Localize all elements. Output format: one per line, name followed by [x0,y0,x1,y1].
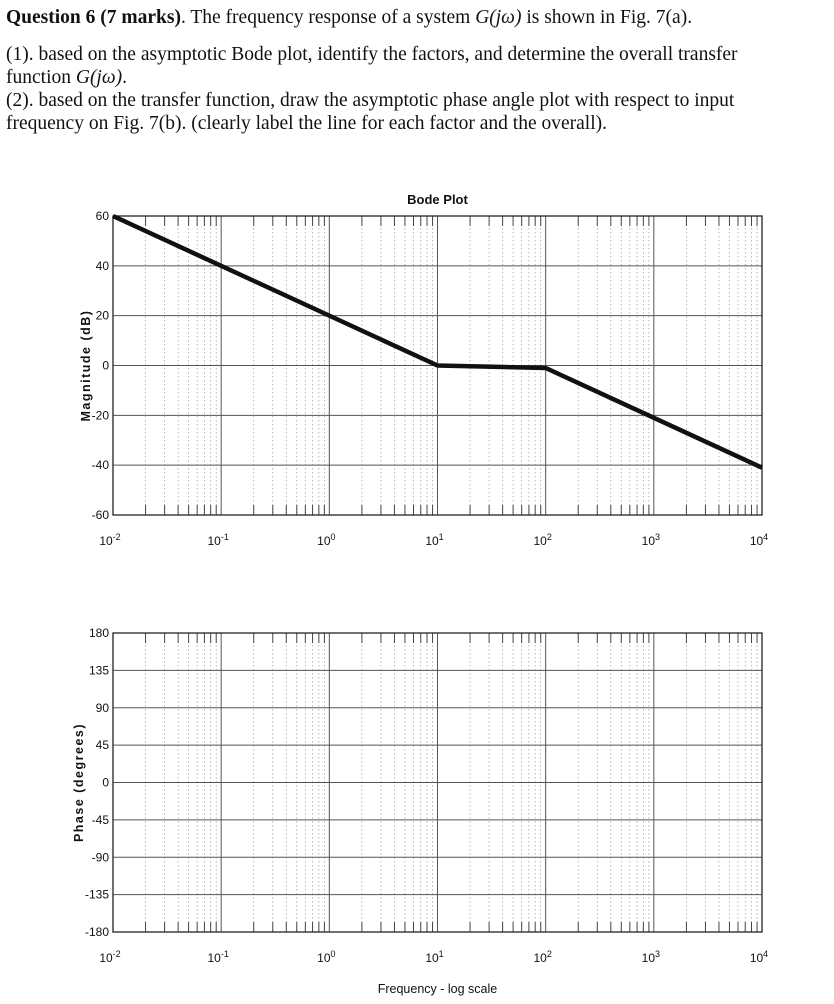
y-tick-label: -20 [91,408,109,423]
y-tick-label: 20 [95,308,109,323]
x-tick-label: $10^0$ [317,949,336,965]
y-tick-label: 0 [102,775,109,790]
x-axis-label: Frequency - log scale [377,982,498,996]
magnitude-plot [79,192,768,548]
y-tick-label: -135 [84,887,109,902]
y-tick-label: 40 [95,258,109,273]
y-tick-label: 60 [95,209,109,223]
x-tick-label: $10^2$ [533,532,552,548]
x-tick-label: $10^{-2}$ [99,532,121,548]
y-tick-label: -45 [91,812,109,827]
y-tick-label: -90 [91,850,109,865]
y-tick-label: -60 [91,508,109,522]
x-tick-label: $10^{-2}$ [99,949,121,965]
x-tick-label: $10^{-1}$ [207,949,229,965]
question-intro-b: is shown in Fig. 7(a). [521,7,693,28]
x-tick-label: $10^1$ [425,949,444,965]
part1-line2-end: . [122,67,127,88]
y-tick-label: 45 [95,738,109,753]
x-tick-label: $10^4$ [749,532,769,548]
question-heading: Question 6 (7 marks) [6,7,181,28]
phase-plot [72,626,768,996]
x-tick-label: $10^4$ [749,949,769,965]
y-tick-label: 0 [102,358,109,373]
x-tick-label: $10^{-1}$ [207,532,229,548]
y-tick-label: -180 [84,925,109,939]
y-axis-label: Phase (degrees) [72,722,86,843]
x-tick-label: $10^1$ [425,532,444,548]
transfer-function-symbol-2: G(jω) [75,67,123,88]
part2-line2: frequency on Fig. 7(b). (clearly label the line for each factor and the overall). [6,113,607,134]
y-axis-label: Magnitude (dB) [79,309,93,422]
y-tick-label: 135 [88,663,109,678]
part2-line1: (2). based on the transfer function, draw the asymptotic phase angle plot with respect to input [6,90,735,111]
question-intro-a: . The frequency response of a system [180,7,476,28]
x-tick-label: $10^3$ [641,532,661,548]
part1-line1: (1). based on the asymptotic Bode plot, identify the factors, and determine the overall transfer [6,44,738,65]
x-tick-label: $10^0$ [317,532,336,548]
y-tick-label: -40 [91,458,109,473]
plot-title: Bode Plot [407,192,468,207]
x-tick-label: $10^2$ [533,949,552,965]
transfer-function-symbol: G(jω) [475,7,522,28]
part1-line2-text: function [6,67,76,88]
x-tick-label: $10^3$ [641,949,661,965]
y-tick-label: 90 [95,700,109,715]
y-tick-label: 180 [88,626,109,640]
